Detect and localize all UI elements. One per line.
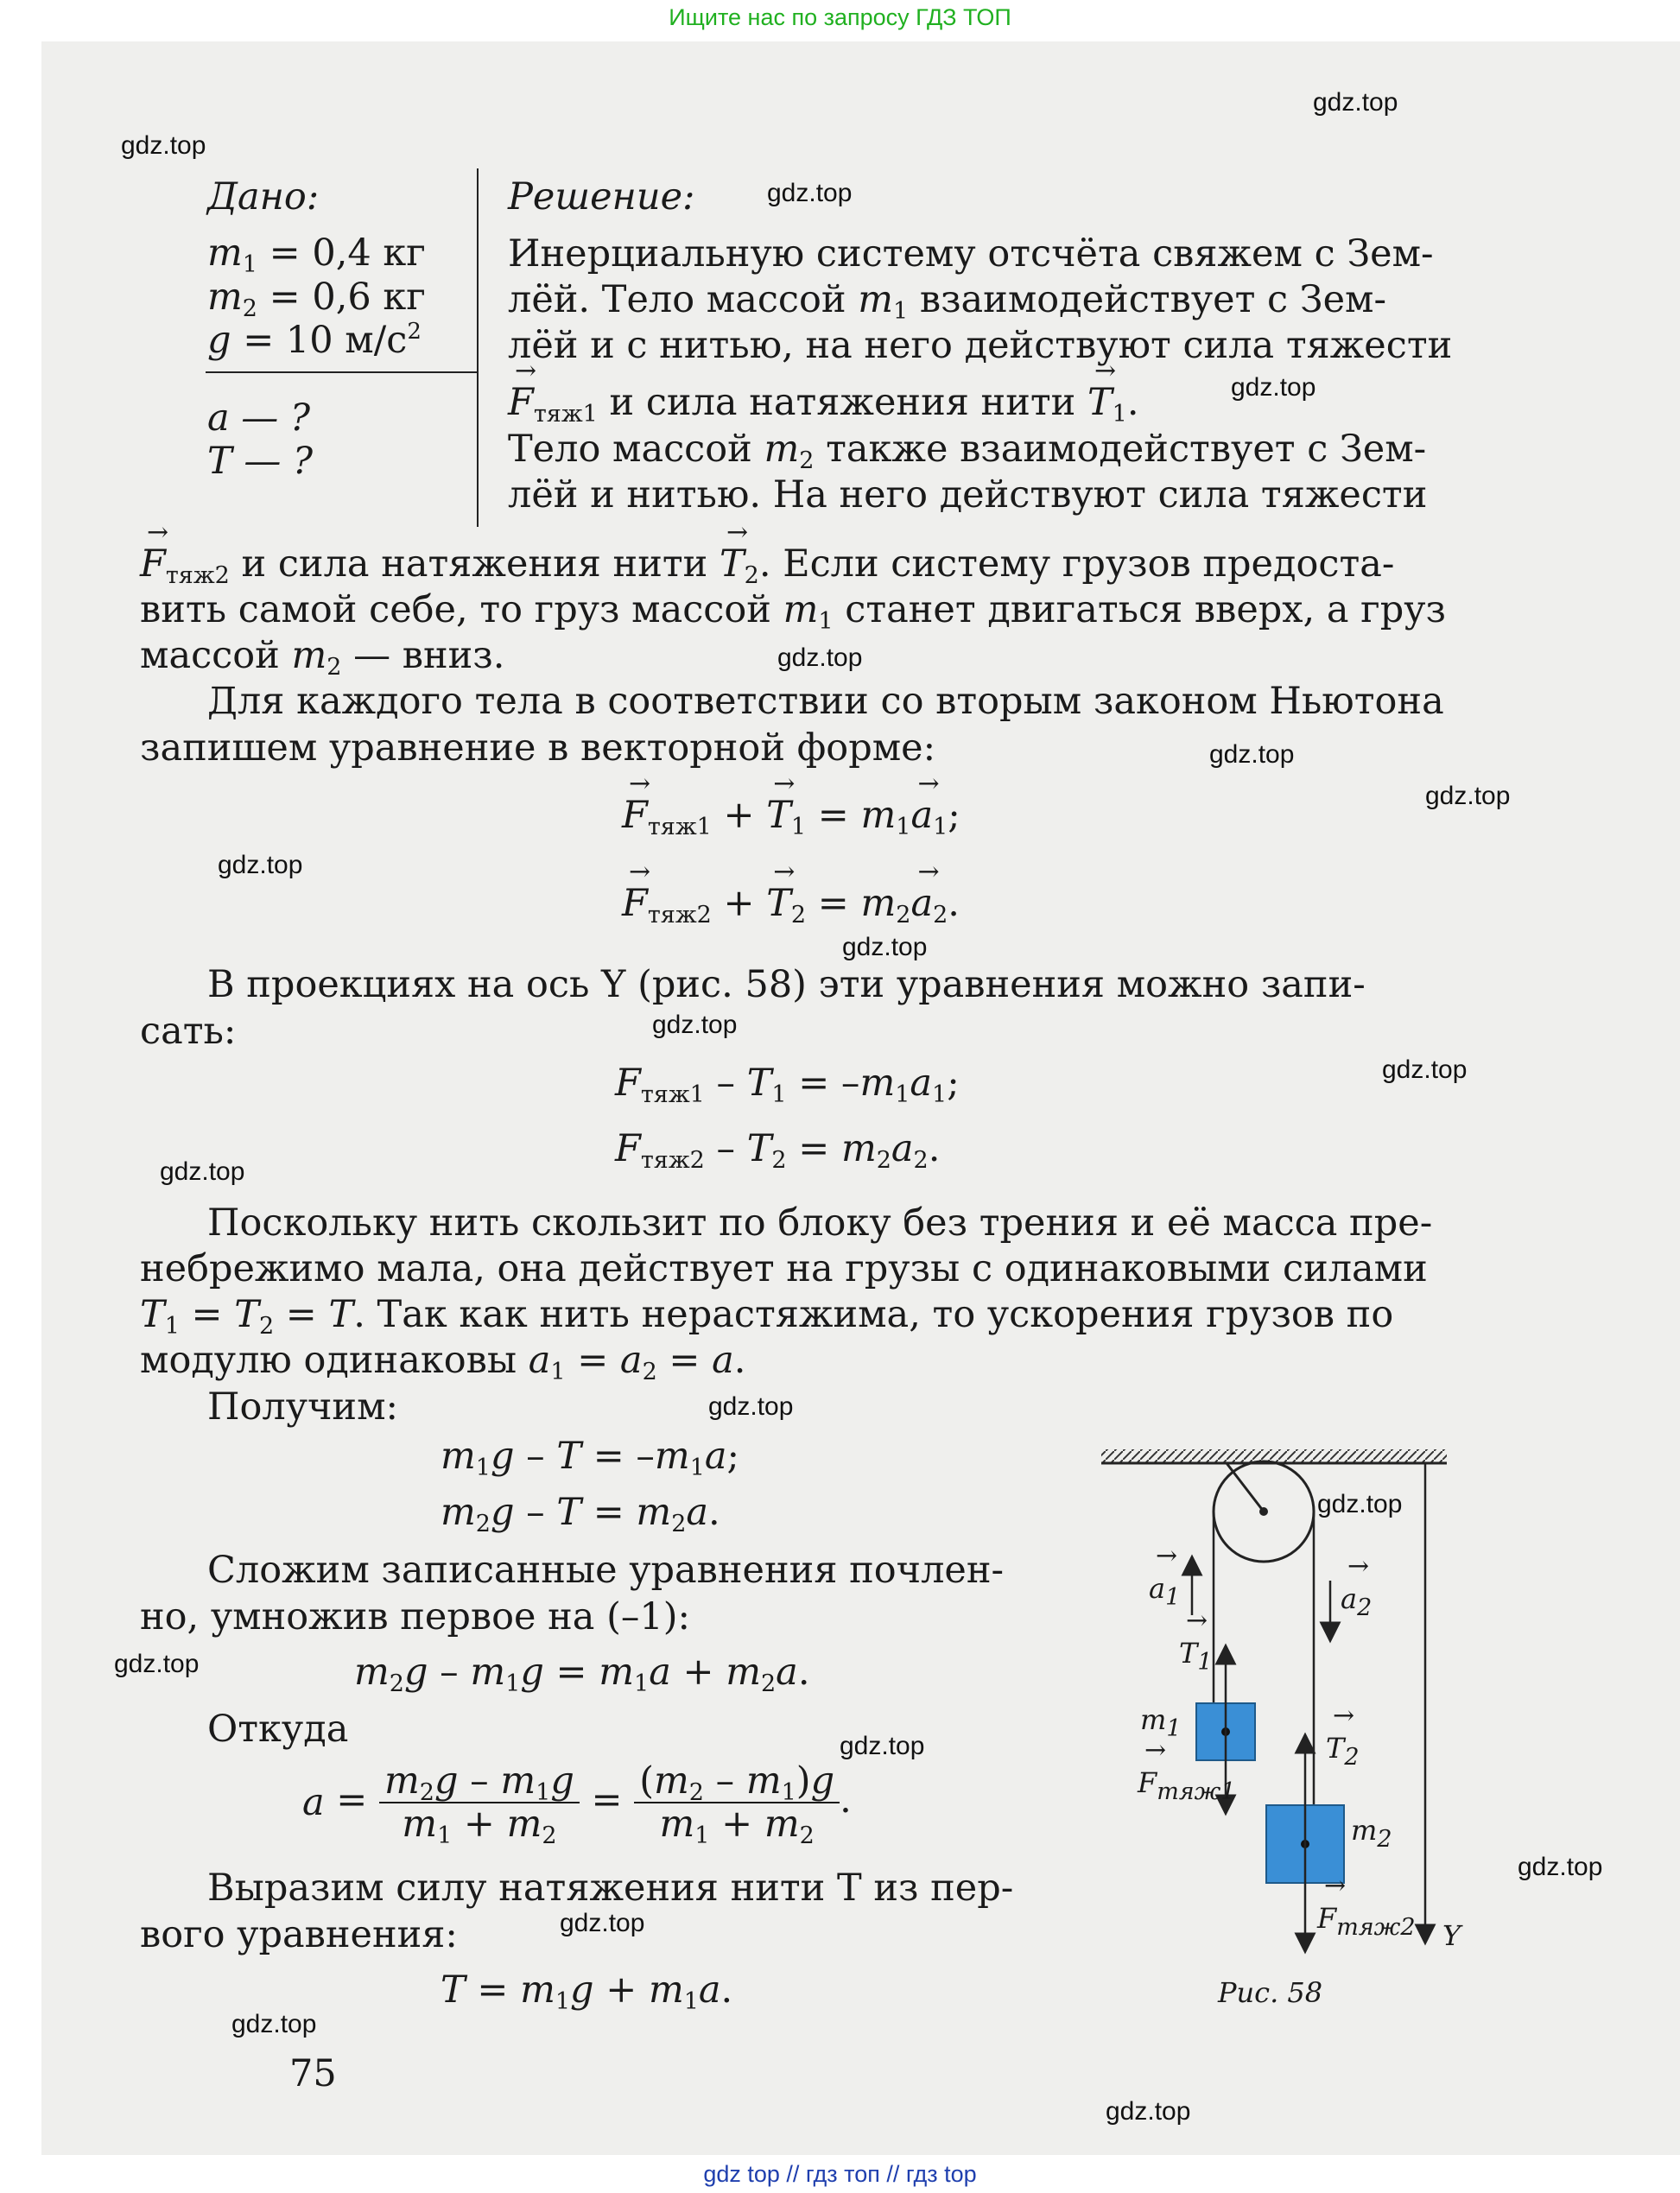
text-line: Откуда bbox=[207, 1708, 349, 1751]
text-line: модулю одинаковы $a_1 = a_2 = a$. bbox=[140, 1339, 746, 1385]
text-line: Выразим силу натяжения нити T из пер- bbox=[207, 1867, 1014, 1910]
text-line: $T_1 = T_2 = T$. Так как нить нерастяжима, то ускорения грузов по bbox=[140, 1293, 1394, 1340]
watermark: gdz.top bbox=[121, 131, 206, 160]
equation: → $F_{тяж2}$ + → $T_2 = m_2\to a_2$. bbox=[622, 881, 960, 926]
equation: a = $\frac{m_2g - m_1g}{m_1 + m_2}$ = $\frac{(m_2 - m_1)g}{m_1 + m_2}$ . bbox=[302, 1759, 852, 1849]
watermark: gdz.top bbox=[1209, 740, 1295, 769]
pulley-mount bbox=[1227, 1463, 1264, 1512]
label-a2: → $a_2$ bbox=[1341, 1582, 1372, 1615]
equation: $F_{тяж1} - T_1 = -m_1a_1$; bbox=[615, 1062, 960, 1108]
watermark: gdz.top bbox=[160, 1157, 245, 1186]
text-line: В проекциях на ось Y (рис. 58) эти уравнения можно запи- bbox=[207, 963, 1366, 1006]
watermark: gdz.top bbox=[652, 1011, 738, 1039]
watermark: gdz.top bbox=[560, 1909, 645, 1937]
label-axis-y: Y bbox=[1442, 1919, 1461, 1952]
equation: $T = m_1g + m_1a$. bbox=[441, 1968, 733, 2015]
watermark: gdz.top bbox=[1518, 1853, 1603, 1881]
label-a1: → $a_1$ bbox=[1149, 1572, 1180, 1605]
equation: $F_{тяж2} - T_2 = m_2a_2$. bbox=[615, 1127, 941, 1174]
watermark: gdz.top bbox=[231, 2010, 317, 2038]
text-line: лёй и нитью. На него действуют сила тяжести bbox=[508, 473, 1428, 517]
watermark: gdz.top bbox=[114, 1650, 200, 1678]
text-line: → $F_{тяж2}$ и сила натяжения нити → $T_2$. Если систему грузов предоста- bbox=[140, 542, 1394, 586]
watermark: gdz.top bbox=[708, 1392, 794, 1421]
equation: $m_1g - T = -m_1a$; bbox=[441, 1435, 740, 1481]
text-line: Инерциальную систему отсчёта свяжем с Зем- bbox=[508, 232, 1434, 276]
text-line: запишем уравнение в векторной форме: bbox=[140, 726, 936, 770]
text-line: Тело массой $m_2$ также взаимодействует с Зем- bbox=[508, 428, 1427, 474]
text-line: лёй. Тело массой $m_1$ взаимодействует с Зем- bbox=[508, 278, 1386, 325]
bottom-banner: gdz top // гдз топ // гдз top bbox=[703, 2161, 977, 2187]
pulley-axle bbox=[1259, 1507, 1268, 1516]
watermark: gdz.top bbox=[842, 933, 928, 961]
label-Ftyazh2: → $F_{тяж2}$ bbox=[1317, 1902, 1416, 1935]
text-line: вить самой себе, то груз массой $m_1$ станет двигаться вверх, а груз bbox=[140, 588, 1446, 635]
equation: $m_2g - m_1g = m_1a + m_2a$. bbox=[354, 1651, 810, 1697]
watermark: gdz.top bbox=[767, 179, 853, 207]
text-line: Получим: bbox=[207, 1385, 399, 1429]
given-underline bbox=[206, 371, 477, 373]
text-line: → $F_{тяж1}$ и сила натяжения нити → $T_1$. bbox=[508, 380, 1139, 425]
watermark: gdz.top bbox=[1382, 1055, 1468, 1084]
text-line: массой $m_2$ — вниз. bbox=[140, 634, 505, 681]
watermark: gdz.top bbox=[218, 851, 303, 879]
text-line: сать: bbox=[140, 1010, 237, 1053]
text-line: небрежимо мала, она действует на грузы с одинаковыми силами bbox=[140, 1247, 1428, 1290]
given-divider bbox=[477, 168, 479, 527]
label-T1: → $T_1$ bbox=[1179, 1637, 1213, 1670]
given-m2: $m_2 = 0,6$ кг bbox=[207, 276, 426, 322]
watermark: gdz.top bbox=[777, 643, 863, 672]
find-a: a — ? bbox=[207, 396, 311, 440]
watermark: gdz.top bbox=[1231, 373, 1316, 402]
text-line: Сложим записанные уравнения почлен- bbox=[207, 1549, 1005, 1592]
text-line: лёй и с нитью, на него действуют сила тяжести bbox=[508, 324, 1453, 367]
text-line: Для каждого тела в соответствии со вторым законом Ньютона bbox=[207, 680, 1444, 723]
text-line: Поскольку нить скользит по блоку без трения и её масса пре- bbox=[207, 1201, 1433, 1245]
text-line: но, умножив первое на (–1): bbox=[140, 1595, 690, 1638]
page-number: 75 bbox=[289, 2052, 337, 2095]
equation: → $F_{тяж1}$ + → $T_1 = m_1\to a_1$; bbox=[622, 793, 960, 838]
figure-caption: Рис. 58 bbox=[1218, 1976, 1323, 2009]
given-m1: $m_1 = 0,4$ кг bbox=[207, 231, 426, 278]
label-m1: $m_1$ bbox=[1140, 1703, 1182, 1742]
given-g: g = 10 $м/с^2$ bbox=[207, 319, 422, 362]
equation: $m_2g - T = m_2a$. bbox=[441, 1491, 720, 1537]
solution-title: Решение: bbox=[508, 175, 695, 219]
top-banner: Ищите нас по запросу ГДЗ ТОП bbox=[669, 4, 1011, 30]
label-m2: $m_2$ bbox=[1351, 1814, 1392, 1853]
watermark: gdz.top bbox=[1106, 2097, 1191, 2126]
given-title: Дано: bbox=[207, 175, 320, 219]
ceiling-hatch bbox=[1101, 1449, 1447, 1463]
find-T: T — ? bbox=[207, 440, 314, 483]
text-line: вого уравнения: bbox=[140, 1913, 458, 1956]
watermark: gdz.top bbox=[1425, 782, 1511, 810]
label-Ftyazh1: → $F_{тяж1}$ bbox=[1138, 1766, 1236, 1799]
figure-58 bbox=[1097, 1434, 1460, 1969]
label-T2: → $T_2$ bbox=[1326, 1732, 1360, 1765]
watermark: gdz.top bbox=[1317, 1490, 1403, 1518]
watermark: gdz.top bbox=[840, 1732, 925, 1760]
watermark: gdz.top bbox=[1313, 88, 1398, 117]
